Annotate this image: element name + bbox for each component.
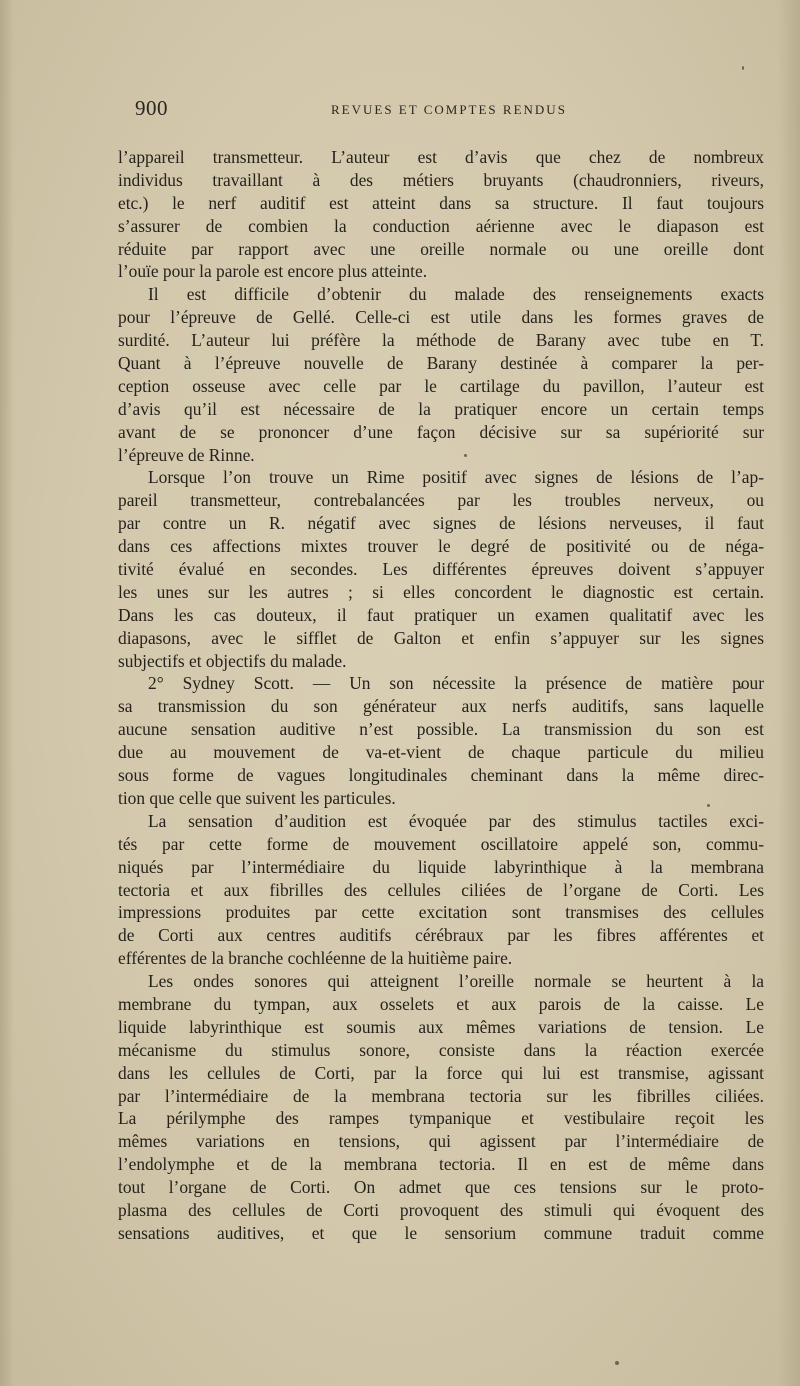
text-line: Dans les cas douteux, il faut pratiquer un examen qualitatif avec les [118,604,764,625]
text-line: niqués par l’intermédiaire du liquide labyrinthique à la membrana [118,856,764,877]
text-line: subjectifs et objectifs du malade. [118,650,347,671]
text-line: liquide labyrinthique est soumis aux mêmes variations de tension. Le [118,1016,764,1037]
text-line: pour l’épreuve de Gellé. Celle-ci est utile dans les formes graves de [118,307,764,328]
running-head: REVUES ET COMPTES RENDUS [331,102,567,117]
text-line: sensations auditives, et que le sensorium commune traduit comme [118,1222,764,1243]
text-line: plasma des cellules de Corti provoquent des stimuli qui évoquent des [118,1199,764,1220]
text-line: s’assurer de combien la conduction aérienne avec le diapason est [118,215,764,236]
page-header [135,96,760,126]
text-line: de Corti aux centres auditifs cérébraux par les fibres afférentes et [118,925,764,946]
text-line: sa transmission du son générateur aux nerfs auditifs, sans laquelle [118,696,764,717]
text-line: Il est difficile d’obtenir du malade des renseignements exacts [148,284,764,305]
text-line: La périlymphe des rampes tympanique et vestibulaire reçoit les [118,1108,764,1129]
text-line: tivité évalué en secondes. Les différentes épreuves doivent s’appuyer [118,559,764,580]
text-line: pareil transmetteur, contrebalancées par les troubles nerveux, ou [118,490,764,511]
text-line: d’avis qu’il est nécessaire de la pratiquer encore un certain temps [118,398,764,419]
text-line: Lorsque l’on trouve un Rime positif avec signes de lésions de l’ap- [148,467,764,488]
text-line: par contre un R. négatif avec signes de lésions nerveuses, il faut [118,513,764,534]
text-line: sous forme de vagues longitudinales cheminant dans la même direc- [118,765,764,786]
text-line: l’appareil transmetteur. L’auteur est d’avis que chez de nombreux [118,147,764,167]
text-line: diapasons, avec le sifflet de Galton et enfin s’appuyer sur les signes [118,627,764,648]
text-line: Quant à l’épreuve nouvelle de Barany destinée à comparer la per- [118,353,764,374]
text-line: ception osseuse avec celle par le cartilage du pavillon, l’auteur est [118,375,764,396]
paper-speck [742,66,744,70]
text-line: 2° Sydney Scott. — Un son nécessite la présence de matière pour [148,673,764,694]
page-number: 900 [135,96,168,120]
text-line: par l’intermédiaire de la membrana tectoria sur les fibrilles ciliées. [118,1085,764,1106]
text-line: avant de se prononcer d’une façon décisive sur sa supériorité sur [118,421,764,442]
scan-shadow-right [778,0,800,1386]
text-line: les unes sur les autres ; si elles concordent le diagnostic est certain. [118,581,764,602]
scan-shadow-left [0,0,14,1386]
text-line: l’endolymphe et de la membrana tectoria. Il en est de même dans [118,1154,764,1175]
text-line: etc.) le nerf auditif est atteint dans sa structure. Il faut toujours [118,192,764,213]
text-line: membrane du tympan, aux osselets et aux parois de la caisse. Le [118,993,764,1014]
text-line: mécanisme du stimulus sonore, consiste dans la réaction exercée [118,1039,764,1060]
text-line: l’ouïe pour la parole est encore plus atteinte. [118,261,428,282]
text-line: mêmes variations en tensions, qui agissent par l’intermédiaire de [118,1131,764,1152]
text-line: dans les cellules de Corti, par la force qui lui est transmise, agissant [118,1062,764,1083]
text-line: surdité. L’auteur lui préfère la méthode de Barany avec tube en T. [118,330,764,351]
text-line: aucune sensation auditive n’est possible. La transmission du son est [118,719,764,740]
text-line: due au mouvement de va-et-vient de chaque particule du milieu [118,742,764,763]
paper-speck [615,1361,619,1365]
body-text [118,146,764,1245]
text-line: efférentes de la branche cochléenne de la huitième paire. [118,948,513,969]
text-line: dans ces affections mixtes trouver le degré de positivité ou de néga- [118,536,764,557]
text-line: Les ondes sonores qui atteignent l’oreille normale se heurtent à la [148,971,764,992]
text-line: individus travaillant à des métiers bruyants (chaudronniers, riveurs, [118,169,764,190]
text-line: La sensation d’audition est évoquée par des stimulus tactiles exci- [148,810,764,831]
text-line: tion que celle que suivent les particules. [118,787,396,808]
text-line: tout l’organe de Corti. On admet que ces tensions sur le proto- [118,1177,764,1198]
text-line: tectoria et aux fibrilles des cellules ciliées de l’organe de Corti. Les [118,879,764,900]
text-line: l’épreuve de Rinne. [118,444,255,465]
text-line: réduite par rapport avec une oreille normale ou une oreille dont [118,238,764,259]
text-line: tés par cette forme de mouvement oscillatoire appelé son, commu- [118,833,764,854]
text-line: impressions produites par cette excitation sont transmises des cellules [118,902,764,923]
